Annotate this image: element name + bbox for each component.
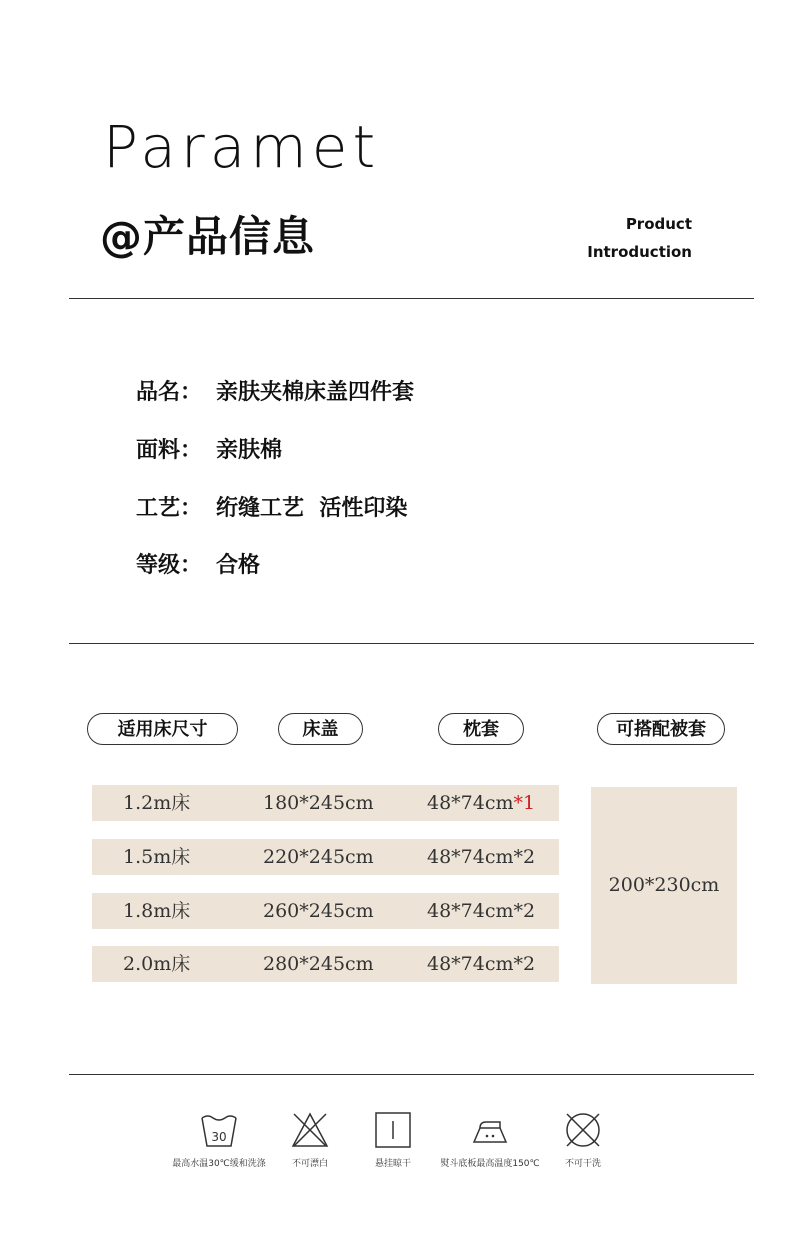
wash-30-icon [199, 1110, 239, 1150]
pillowcase-size: 48*74cm [427, 792, 514, 814]
bed-size-cell: 2.0m床 [123, 953, 191, 975]
pillowcase-cell [427, 946, 535, 982]
pillowcase-cell [427, 785, 535, 821]
pillowcase-qty: *2 [513, 953, 536, 975]
bed-size-cell: 1.5m床 [123, 846, 191, 868]
intro-line-1: Product [625, 215, 692, 233]
pillowcase-cell [427, 893, 535, 929]
wash-temp: 30 [211, 1130, 227, 1144]
care-label: 不可干洗 [564, 1159, 601, 1169]
spec-value: 亲肤棉 [216, 438, 283, 463]
divider [69, 643, 754, 644]
spec-key: 品名： [136, 380, 203, 405]
bedspread-cell: 260*245cm [263, 900, 374, 922]
table-row [92, 893, 559, 929]
table-row [92, 839, 559, 875]
header-bedspread: 床盖 [278, 713, 363, 745]
iron-low-icon [470, 1110, 510, 1150]
spec-key: 等级： [136, 553, 203, 578]
divider [69, 1074, 754, 1075]
pillowcase-size: 48*74cm [427, 900, 514, 922]
pillowcase-qty: *2 [513, 900, 536, 922]
spec-key: 工艺： [136, 496, 203, 521]
care-label: 悬挂晾干 [374, 1159, 411, 1169]
header-pillowcase: 枕套 [438, 713, 524, 745]
spec-craft [136, 498, 407, 520]
spec-grade [136, 555, 260, 577]
hang-dry-icon [373, 1110, 413, 1150]
spec-name [136, 382, 414, 404]
title-chinese: @产品信息 [100, 212, 316, 261]
spec-value: 亲肤夹棉床盖四件套 [216, 380, 415, 405]
spec-value: 绗缝工艺 活性印染 [216, 496, 408, 521]
duvet-size-cell: 200*230cm [591, 787, 737, 984]
pillowcase-qty: *1 [513, 792, 536, 814]
pillowcase-qty: *2 [513, 846, 536, 868]
divider [69, 298, 754, 299]
bed-size-cell: 1.8m床 [123, 900, 191, 922]
header-duvet-cover: 可搭配被套 [597, 713, 725, 745]
care-label: 最高水温30℃缓和洗涤 [172, 1159, 266, 1169]
spec-value: 合格 [216, 553, 261, 578]
header-bed-size: 适用床尺寸 [87, 713, 238, 745]
product-introduction-label [587, 210, 692, 266]
care-no-dry-clean [528, 1110, 638, 1169]
bedspread-cell: 280*245cm [263, 953, 374, 975]
table-row [92, 785, 559, 821]
title-english: Paramet [103, 113, 381, 181]
spec-key: 面料： [136, 438, 203, 463]
bedspread-cell: 180*245cm [263, 792, 374, 814]
pillowcase-size: 48*74cm [427, 846, 514, 868]
bed-size-cell: 1.2m床 [123, 792, 191, 814]
care-hang-dry [338, 1110, 448, 1169]
care-label: 熨斗底板最高温度150℃ [440, 1159, 540, 1169]
bedspread-cell: 220*245cm [263, 846, 374, 868]
pillowcase-size: 48*74cm [427, 953, 514, 975]
pillowcase-cell [427, 839, 535, 875]
care-label: 不可漂白 [291, 1159, 328, 1169]
no-dry-clean-icon [563, 1110, 603, 1150]
intro-line-2: Introduction [587, 243, 692, 261]
table-row [92, 946, 559, 982]
spec-fabric [136, 440, 282, 462]
no-bleach-icon [290, 1110, 330, 1150]
